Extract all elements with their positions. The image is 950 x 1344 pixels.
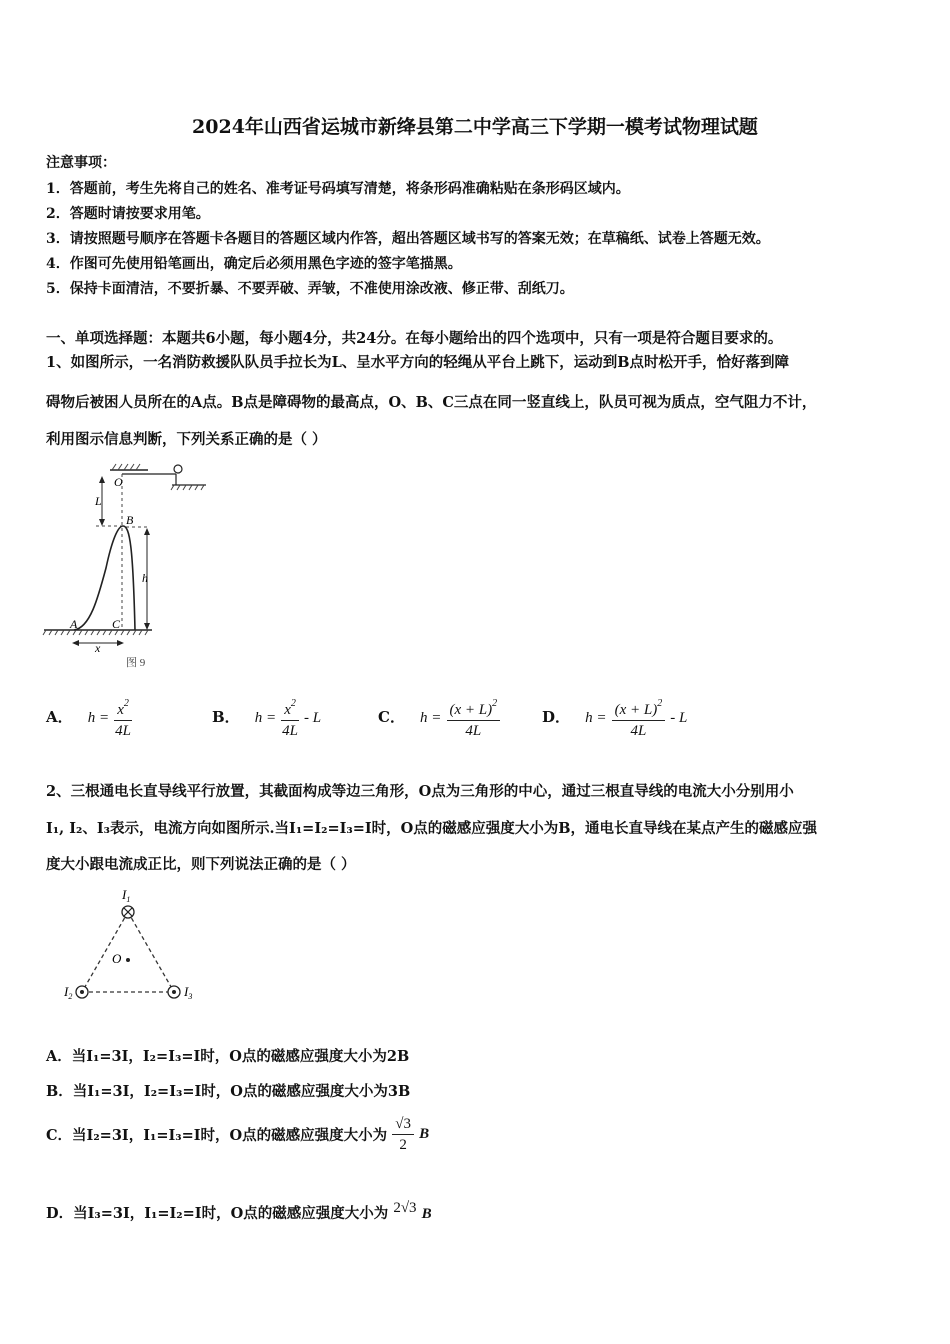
question-1-line: 利用图示信息判断，下列关系正确的是（ ）: [46, 431, 327, 448]
notice-item: 3．请按照题号顺序在答题卡各题目的答题区域内作答，超出答题区域书写的答案无效；在草稿纸、试卷上答题无效。: [46, 231, 770, 247]
label-I1: $I_1$: [122, 887, 131, 904]
option-label: B．: [212, 708, 240, 726]
formula-math: 2√3: [393, 1200, 417, 1216]
label-O: O: [112, 951, 122, 966]
formula-tail: B: [421, 1206, 432, 1222]
option-label: D．: [542, 708, 571, 726]
formula-tail: - L: [670, 710, 688, 726]
question-2-line: 度大小跟电流成正比，则下列说法正确的是（ ）: [46, 856, 356, 873]
label-h: h: [142, 571, 148, 585]
question-2-line: 2、三根通电长直导线平行放置，其截面构成等边三角形，O点为三角形的中心，通过三根直导线的电流大小分别用小: [46, 783, 794, 800]
option-c[interactable]: [378, 694, 500, 741]
question-1-line: 1、如图所示，一名消防救援队队员手拉长为L、呈水平方向的轻绳从平台上跳下，运动到B点时松开手，恰好落到障: [46, 354, 790, 371]
fraction: $\frac{(x + L)^2}{4L}$: [612, 694, 666, 741]
label-B: B: [126, 513, 134, 527]
label-x: x: [95, 641, 101, 655]
label-A: A: [70, 617, 78, 631]
formula-lhs: h =: [87, 710, 110, 726]
option-b[interactable]: B．当I₁=3I，I₂=I₃=I时，O点的磁感应强度大小为3B: [46, 1083, 411, 1100]
notice-item: 5．保持卡面清洁，不要折暴、不要弄破、弄皱，不准使用涂改液、修正带、刮纸刀。: [46, 281, 574, 297]
fraction: $\frac{x^2}{4L}$: [281, 694, 299, 741]
fraction: $\frac{√3}{2}$: [392, 1114, 414, 1155]
notice-item: 4．作图可先使用铅笔画出，确定后必须用黑色字迹的签字笔描黑。: [46, 256, 462, 272]
notice-item: 1．答题前，考生先将自己的姓名、准考证号码填写清楚，将条形码准确粘贴在条形码区域内。: [46, 181, 630, 197]
section-heading: 一、单项选择题：本题共6小题，每小题4分，共24分。在每小题给出的四个选项中，只有一项是符合题目要求的。: [46, 330, 783, 347]
notice-item: 2．答题时请按要求用笔。: [46, 206, 210, 222]
page-title: 2024年山西省运城市新绛县第二中学高三下学期一模考试物理试题: [192, 116, 758, 138]
option-b[interactable]: [212, 694, 321, 741]
question-2-line: I₁, I₂、I₃表示，电流方向如图所示.当I₁=I₂=I₃=I时，O点的磁感应强度大小为B，通电长直导线在某点产生的磁感应强: [46, 820, 818, 837]
formula-lhs: h =: [420, 710, 442, 726]
question-1-line: 碍物后被困人员所在的A点。B点是障碍物的最高点，O、B、C三点在同一竖直线上，队员可视为质点，空气阻力不计，: [46, 394, 817, 411]
question-2-figure: [58, 882, 208, 1007]
label-C: C: [112, 617, 121, 631]
notice-heading: 注意事项：: [46, 155, 116, 171]
label-L: L: [95, 494, 102, 508]
option-a[interactable]: A．当I₁=3I，I₂=I₃=I时，O点的磁感应强度大小为2B: [46, 1048, 410, 1065]
figure-caption: 图 9: [126, 657, 146, 669]
formula-lhs: h =: [585, 710, 607, 726]
option-d[interactable]: [542, 694, 687, 741]
option-label: A．: [46, 708, 73, 726]
question-1-figure: [40, 458, 220, 673]
fraction: $\frac{x^2}{4L}$: [114, 694, 132, 741]
option-label: C．: [378, 708, 405, 726]
option-a[interactable]: [46, 694, 132, 741]
label-I2: $I_2$: [64, 984, 73, 1001]
option-d[interactable]: [46, 1202, 432, 1223]
formula-lhs: h =: [254, 710, 277, 726]
option-text: D．当I₃=3I，I₁=I₂=I时，O点的磁感应强度大小为: [46, 1205, 389, 1222]
formula-tail: - L: [304, 710, 322, 726]
formula-tail: B: [419, 1126, 430, 1142]
option-c[interactable]: [46, 1114, 429, 1155]
option-text: C．当I₂=3I，I₁=I₃=I时，O点的磁感应强度大小为: [46, 1127, 388, 1144]
label-I3: $I_3$: [184, 984, 193, 1001]
fraction: $\frac{(x + L)^2}{4L}$: [447, 694, 501, 741]
label-O: O: [114, 475, 123, 489]
